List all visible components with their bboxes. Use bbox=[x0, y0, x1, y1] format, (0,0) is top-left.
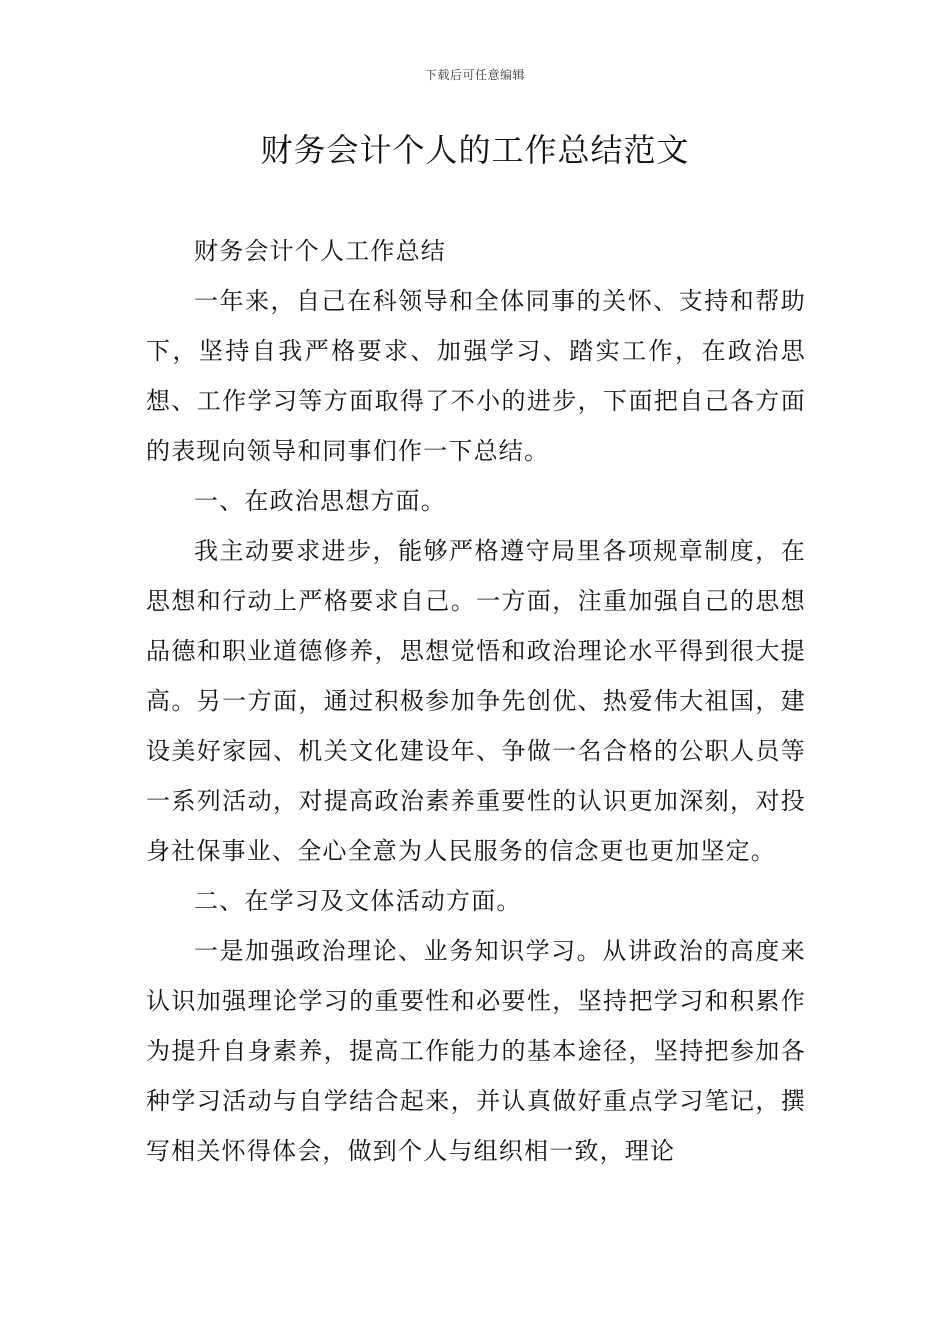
document-title: 财务会计个人的工作总结范文 bbox=[260, 131, 690, 169]
section-heading-study: 二、在学习及文体活动方面。 bbox=[194, 887, 522, 915]
document-body bbox=[146, 226, 806, 1176]
header-note: 下载后可任意编辑 bbox=[424, 68, 525, 82]
section-heading-political: 一、在政治思想方面。 bbox=[194, 487, 446, 515]
paragraph-intro: 一年来，自己在科领导和全体同事的关怀、支持和帮助下，坚持自我严格要求、加强学习、踏实工作，在政治思想、工作学习等方面取得了不小的进步，下面把自己各方面的表现向领导和同事们作一下总结。 bbox=[146, 287, 806, 465]
paragraph-subtitle: 财务会计个人工作总结 bbox=[194, 237, 446, 265]
paragraph-study: 一是加强政治理论、业务知识学习。从讲政治的高度来认识加强理论学习的重要性和必要性，坚持把学习和积累作为提升自身素养，提高工作能力的基本途径，坚持把参加各种学习活动与自学结合起来，并认真做好重点学习笔记，撰写相关怀得体会，做到个人与组织相一致，理论 bbox=[146, 937, 806, 1165]
paragraph-political: 我主动要求进步，能够严格遵守局里各项规章制度，在思想和行动上严格要求自己。一方面，注重加强自己的思想品德和职业道德修养，思想觉悟和政治理论水平得到很大提高。另一方面，通过积极参加争先创优、热爱伟大祖国，建设美好家园、机关文化建设年、争做一名合格的公职人员等一系列活动，对提高政治素养重要性的认识更加深刻，对投身社保事业、全心全意为人民服务的信念更也更加坚定。 bbox=[146, 537, 806, 865]
